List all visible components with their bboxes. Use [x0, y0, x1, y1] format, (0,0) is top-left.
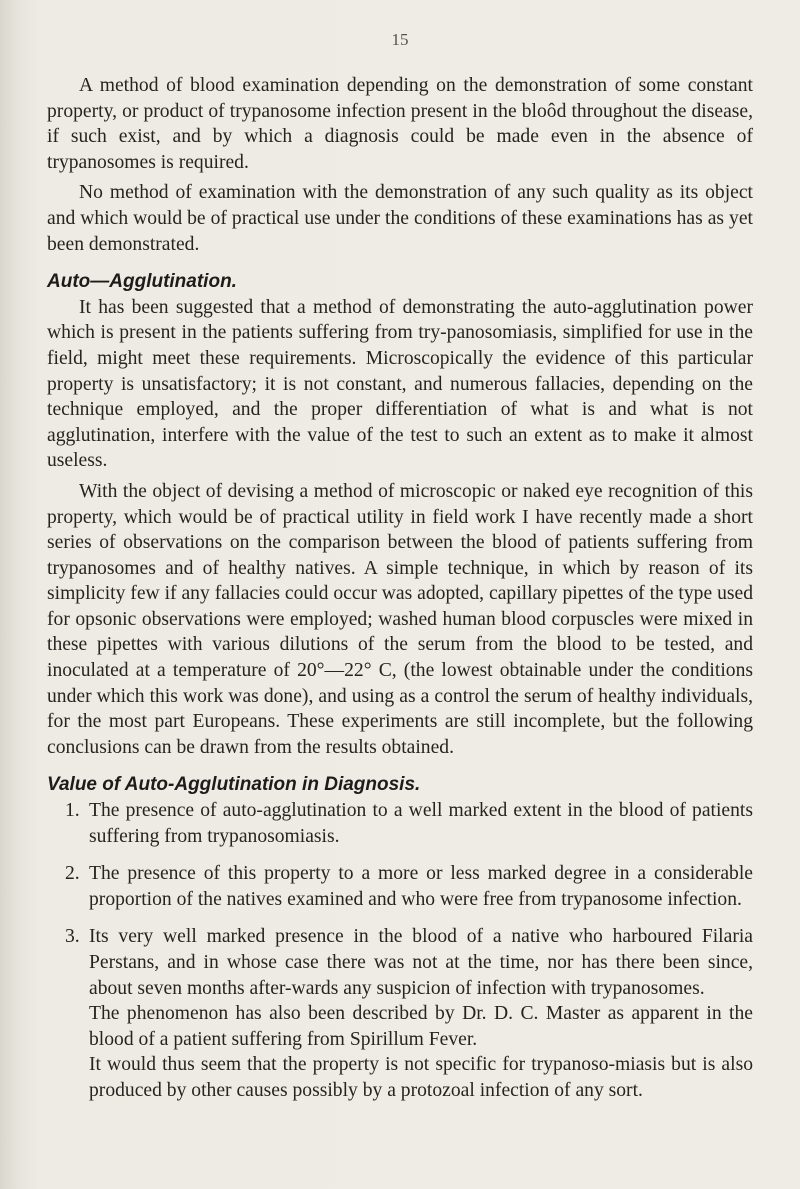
- page-body: [47, 73, 753, 1104]
- list-item-text: Its very well marked presence in the blood of a native who harboured Filaria Perstans, and in whose case there was not at the time, nor has there been since, about seven months after-wards any suspicion of infection with trypanosomes.: [89, 926, 753, 999]
- list-item-text: The presence of auto-agglutination to a well marked extent in the blood of patients suffering from trypanosomiasis.: [89, 800, 753, 847]
- list-item: [47, 924, 753, 1001]
- no-method-paragraph: No method of examination with the demonstration of any such quality as its object and which would be of practical use under the conditions of these examinations has as yet been demonstrated.: [47, 182, 753, 255]
- conclusion-note: It would thus seem that the property is not specific for trypanoso-miasis but is also produced by other causes possibly by a protozoal infection of any sort.: [89, 1054, 753, 1101]
- page-number: 15: [391, 30, 409, 49]
- list-item-text: The presence of this property to a more or less marked degree in a considerable proportion of the natives examined and who were free from trypanosome infection.: [89, 863, 753, 910]
- list-item-number: 2.: [65, 863, 80, 885]
- intro-paragraph: A method of blood examination depending on the demonstration of some constant property, or product of trypanosome infection present in the bloôd throughout the disease, if such exist, and by which a diagnosis could be made even in the absence of trypanosomes is required.: [47, 75, 753, 173]
- value-in-diagnosis-heading: Value of Auto-Agglutination in Diagnosis.: [47, 774, 421, 796]
- auto-agglutination-paragraph-2: With the object of devising a method of microscopic or naked eye recognition of this property, which would be of practical utility in field work I have recently made a short series of observations on the comparison between the blood of patients suffering from trypanosomes and of healthy natives. A simple technique, in which by reason of its simplicity few if any fallacies could occur was adopted, capillary pipettes of the type used for opsonic observations were employed; washed human blood corpuscles were mixed in these pipettes with various dilutions of the serum from the blood to be tested, and inoculated at a temperature of 20°—22° C, (the lowest obtainable under the conditions under which this work was done), and using as a control the serum of healthy individuals, for the most part Europeans. These experiments are still incomplete, but the following conclusions can be drawn from the results obtained.: [47, 480, 753, 758]
- list-item-number: 3.: [65, 926, 80, 948]
- list-item: [47, 798, 753, 849]
- spirillum-fever-note: The phenomenon has also been described by Dr. D. C. Master as apparent in the blood of a patient suffering from Spirillum Fever.: [89, 1003, 753, 1050]
- list-item: [47, 861, 753, 912]
- conclusions-list: [47, 798, 753, 1001]
- list-item-number: 1.: [65, 800, 80, 822]
- auto-agglutination-heading: Auto—Agglutination.: [47, 271, 237, 293]
- auto-agglutination-paragraph-1: It has been suggested that a method of demonstrating the auto-agglutination power which is present in the patients suffering from try-panosomiasis, simplified for use in the field, might meet these requirements. Microscopically the evidence of this particular property is unsatisfactory; it is not constant, and numerous fallacies, depending on the technique employed, and the proper differentiation of what is and what is not agglutination, interfere with the value of the test to such an extent as to make it almost useless.: [47, 296, 753, 472]
